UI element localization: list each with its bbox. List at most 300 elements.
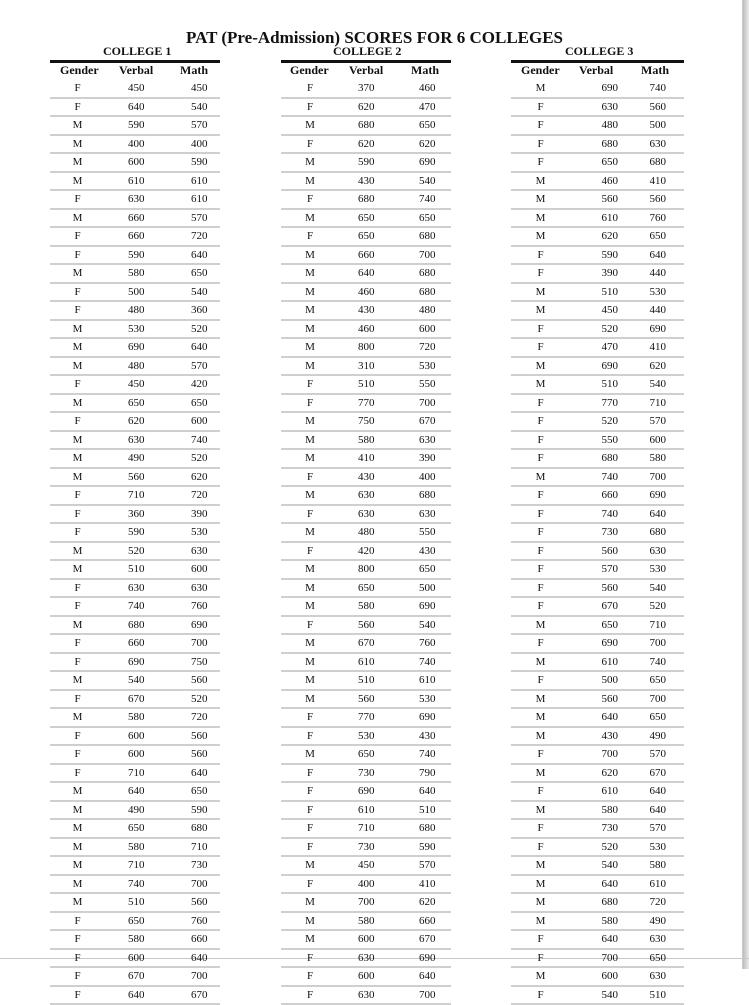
table-row bbox=[511, 135, 684, 154]
table-row bbox=[50, 819, 220, 838]
verbal-cell: 310 bbox=[339, 357, 406, 376]
gender-cell: M bbox=[50, 782, 105, 801]
math-cell: 690 bbox=[406, 597, 451, 616]
gender-cell: F bbox=[511, 320, 570, 339]
gender-cell: M bbox=[50, 542, 105, 561]
math-cell: 570 bbox=[629, 819, 684, 838]
math-cell: 610 bbox=[629, 875, 684, 894]
table-row bbox=[50, 727, 220, 746]
math-cell: 570 bbox=[629, 412, 684, 431]
table-row bbox=[281, 394, 451, 413]
verbal-cell: 630 bbox=[105, 190, 173, 209]
table-row bbox=[281, 468, 451, 487]
table-row bbox=[281, 560, 451, 579]
gender-cell: M bbox=[511, 375, 570, 394]
gender-cell: M bbox=[50, 338, 105, 357]
gender-cell: M bbox=[281, 283, 339, 302]
gender-cell: M bbox=[281, 486, 339, 505]
gender-cell: F bbox=[50, 690, 105, 709]
verbal-cell: 630 bbox=[105, 579, 173, 598]
table-row bbox=[50, 172, 220, 191]
math-cell: 650 bbox=[406, 209, 451, 228]
table-row bbox=[511, 320, 684, 339]
math-cell: 650 bbox=[173, 782, 220, 801]
table-row bbox=[281, 523, 451, 542]
verbal-cell: 520 bbox=[105, 542, 173, 561]
table-row bbox=[511, 283, 684, 302]
verbal-cell: 580 bbox=[339, 431, 406, 450]
math-cell: 540 bbox=[406, 172, 451, 191]
table-row bbox=[281, 967, 451, 986]
table-row bbox=[511, 912, 684, 931]
college-3-label: COLLEGE 3 bbox=[565, 44, 634, 58]
math-cell: 690 bbox=[406, 949, 451, 968]
math-cell: 580 bbox=[629, 856, 684, 875]
math-cell: 530 bbox=[629, 838, 684, 857]
math-cell: 570 bbox=[406, 856, 451, 875]
gender-cell: F bbox=[511, 949, 570, 968]
math-cell: 700 bbox=[629, 634, 684, 653]
verbal-cell: 360 bbox=[105, 505, 173, 524]
gender-cell: F bbox=[50, 579, 105, 598]
math-cell: 620 bbox=[173, 468, 220, 487]
math-cell: 540 bbox=[629, 579, 684, 598]
verbal-cell: 640 bbox=[570, 708, 629, 727]
math-cell: 500 bbox=[406, 579, 451, 598]
verbal-cell: 450 bbox=[105, 80, 173, 98]
table-row bbox=[281, 375, 451, 394]
math-cell: 760 bbox=[629, 209, 684, 228]
verbal-cell: 690 bbox=[570, 80, 629, 98]
table-row bbox=[281, 338, 451, 357]
gender-cell: F bbox=[50, 523, 105, 542]
gender-cell: F bbox=[511, 579, 570, 598]
math-cell: 690 bbox=[406, 708, 451, 727]
verbal-cell: 600 bbox=[339, 967, 406, 986]
math-cell: 670 bbox=[406, 930, 451, 949]
verbal-cell: 700 bbox=[570, 949, 629, 968]
gender-cell: M bbox=[511, 727, 570, 746]
verbal-cell: 740 bbox=[570, 505, 629, 524]
math-cell: 680 bbox=[406, 264, 451, 283]
math-cell: 390 bbox=[406, 449, 451, 468]
math-cell: 640 bbox=[406, 967, 451, 986]
table-row bbox=[511, 671, 684, 690]
verbal-cell: 580 bbox=[105, 930, 173, 949]
gender-cell: M bbox=[511, 875, 570, 894]
verbal-cell: 600 bbox=[105, 727, 173, 746]
verbal-cell: 430 bbox=[570, 727, 629, 746]
table-row bbox=[281, 819, 451, 838]
math-cell: 390 bbox=[173, 505, 220, 524]
math-cell: 570 bbox=[173, 209, 220, 228]
gender-cell: F bbox=[281, 375, 339, 394]
verbal-cell: 430 bbox=[339, 301, 406, 320]
table-row bbox=[50, 153, 220, 172]
table-row bbox=[50, 338, 220, 357]
table-row bbox=[511, 542, 684, 561]
table-row bbox=[511, 190, 684, 209]
gender-cell: F bbox=[511, 135, 570, 154]
math-cell: 360 bbox=[173, 301, 220, 320]
table-row bbox=[281, 875, 451, 894]
page-shadow bbox=[743, 0, 749, 969]
table-row bbox=[511, 431, 684, 450]
gender-cell: F bbox=[281, 135, 339, 154]
verbal-cell: 510 bbox=[339, 375, 406, 394]
verbal-cell: 390 bbox=[570, 264, 629, 283]
gender-cell: M bbox=[511, 912, 570, 931]
verbal-cell: 490 bbox=[105, 449, 173, 468]
verbal-cell: 560 bbox=[339, 690, 406, 709]
table-row bbox=[50, 116, 220, 135]
math-cell: 440 bbox=[629, 301, 684, 320]
table-row bbox=[511, 375, 684, 394]
gender-cell: F bbox=[50, 653, 105, 672]
verbal-cell: 520 bbox=[570, 320, 629, 339]
math-cell: 680 bbox=[406, 486, 451, 505]
gender-cell: M bbox=[281, 560, 339, 579]
gender-cell: F bbox=[511, 986, 570, 1005]
verbal-cell: 400 bbox=[339, 875, 406, 894]
verbal-cell: 680 bbox=[105, 616, 173, 635]
math-cell: 600 bbox=[173, 412, 220, 431]
table-row bbox=[50, 930, 220, 949]
math-cell: 500 bbox=[629, 116, 684, 135]
verbal-cell: 800 bbox=[339, 338, 406, 357]
table-row bbox=[281, 283, 451, 302]
table-row bbox=[511, 653, 684, 672]
gender-cell: M bbox=[281, 634, 339, 653]
table-row bbox=[50, 653, 220, 672]
gender-cell: F bbox=[50, 190, 105, 209]
verbal-cell: 610 bbox=[570, 653, 629, 672]
gender-cell: M bbox=[281, 264, 339, 283]
table-row bbox=[50, 431, 220, 450]
table-row bbox=[511, 727, 684, 746]
table-row bbox=[50, 135, 220, 154]
verbal-cell: 740 bbox=[570, 468, 629, 487]
verbal-cell: 770 bbox=[570, 394, 629, 413]
math-cell: 600 bbox=[173, 560, 220, 579]
table-row bbox=[50, 801, 220, 820]
table-row bbox=[511, 338, 684, 357]
math-cell: 720 bbox=[629, 893, 684, 912]
gender-cell: F bbox=[281, 949, 339, 968]
verbal-cell: 730 bbox=[339, 764, 406, 783]
verbal-cell: 650 bbox=[570, 616, 629, 635]
gender-cell: F bbox=[50, 967, 105, 986]
verbal-cell: 640 bbox=[570, 930, 629, 949]
verbal-cell: 710 bbox=[105, 856, 173, 875]
gender-cell: M bbox=[511, 172, 570, 191]
verbal-cell: 630 bbox=[105, 431, 173, 450]
college-1-label: COLLEGE 1 bbox=[103, 44, 172, 58]
math-cell: 670 bbox=[629, 764, 684, 783]
verbal-cell: 430 bbox=[339, 468, 406, 487]
table-row bbox=[511, 930, 684, 949]
math-cell: 650 bbox=[629, 227, 684, 246]
verbal-cell: 540 bbox=[570, 856, 629, 875]
table-row bbox=[50, 875, 220, 894]
math-cell: 630 bbox=[629, 967, 684, 986]
table-row bbox=[511, 486, 684, 505]
math-cell: 640 bbox=[629, 246, 684, 265]
verbal-cell: 610 bbox=[105, 172, 173, 191]
gender-cell: M bbox=[281, 671, 339, 690]
gender-cell: F bbox=[511, 98, 570, 117]
gender-cell: M bbox=[50, 616, 105, 635]
gender-cell: F bbox=[281, 727, 339, 746]
verbal-cell: 690 bbox=[339, 782, 406, 801]
math-cell: 570 bbox=[173, 357, 220, 376]
document-title: PAT (Pre-Admission) SCORES FOR 6 COLLEGES bbox=[185, 28, 564, 47]
college-2-scores-table bbox=[281, 80, 451, 1005]
verbal-cell: 630 bbox=[339, 949, 406, 968]
verbal-cell: 660 bbox=[105, 634, 173, 653]
verbal-cell: 750 bbox=[339, 412, 406, 431]
math-cell: 520 bbox=[173, 320, 220, 339]
math-cell: 730 bbox=[173, 856, 220, 875]
verbal-cell: 590 bbox=[105, 523, 173, 542]
gender-cell: F bbox=[511, 819, 570, 838]
math-cell: 690 bbox=[629, 320, 684, 339]
table-row bbox=[281, 505, 451, 524]
gender-cell: M bbox=[511, 856, 570, 875]
table-row bbox=[281, 209, 451, 228]
table-row bbox=[511, 172, 684, 191]
gender-cell: F bbox=[281, 801, 339, 820]
gender-cell: F bbox=[50, 764, 105, 783]
math-cell: 710 bbox=[173, 838, 220, 857]
table-row bbox=[281, 320, 451, 339]
table-row bbox=[281, 449, 451, 468]
math-cell: 740 bbox=[406, 190, 451, 209]
math-cell: 640 bbox=[629, 505, 684, 524]
gender-cell: F bbox=[281, 875, 339, 894]
verbal-cell: 650 bbox=[339, 579, 406, 598]
verbal-cell: 630 bbox=[570, 98, 629, 117]
math-cell: 420 bbox=[173, 375, 220, 394]
gender-cell: F bbox=[511, 153, 570, 172]
verbal-cell: 690 bbox=[105, 338, 173, 357]
gender-cell: F bbox=[281, 616, 339, 635]
table-row bbox=[511, 560, 684, 579]
verbal-cell: 640 bbox=[105, 986, 173, 1005]
math-cell: 670 bbox=[173, 986, 220, 1005]
math-cell: 590 bbox=[173, 801, 220, 820]
verbal-cell: 620 bbox=[570, 764, 629, 783]
table-row bbox=[50, 912, 220, 931]
verbal-cell: 680 bbox=[339, 190, 406, 209]
verbal-cell: 740 bbox=[105, 597, 173, 616]
gender-cell: M bbox=[281, 523, 339, 542]
gender-cell: F bbox=[511, 634, 570, 653]
gender-cell: F bbox=[511, 782, 570, 801]
math-cell: 400 bbox=[406, 468, 451, 487]
table-row bbox=[281, 486, 451, 505]
math-cell: 630 bbox=[406, 505, 451, 524]
gender-cell: M bbox=[281, 412, 339, 431]
table-row bbox=[281, 764, 451, 783]
table-row bbox=[50, 579, 220, 598]
verbal-cell: 540 bbox=[105, 671, 173, 690]
math-cell: 680 bbox=[173, 819, 220, 838]
gender-cell: M bbox=[50, 264, 105, 283]
table-row bbox=[50, 505, 220, 524]
gender-cell: M bbox=[281, 745, 339, 764]
table-row bbox=[281, 135, 451, 154]
math-cell: 700 bbox=[173, 967, 220, 986]
verbal-cell: 680 bbox=[570, 449, 629, 468]
table-row bbox=[281, 893, 451, 912]
gender-cell: F bbox=[50, 301, 105, 320]
math-cell: 760 bbox=[406, 634, 451, 653]
verbal-cell: 450 bbox=[339, 856, 406, 875]
gender-cell: M bbox=[50, 116, 105, 135]
table-row bbox=[50, 616, 220, 635]
table-row bbox=[281, 264, 451, 283]
math-cell: 640 bbox=[173, 246, 220, 265]
gender-cell: F bbox=[511, 597, 570, 616]
table-row bbox=[50, 542, 220, 561]
verbal-cell: 450 bbox=[105, 375, 173, 394]
table-row bbox=[281, 227, 451, 246]
table-row bbox=[50, 80, 220, 98]
gender-cell: F bbox=[511, 671, 570, 690]
verbal-cell: 730 bbox=[339, 838, 406, 857]
verbal-cell: 700 bbox=[339, 893, 406, 912]
table-row bbox=[281, 412, 451, 431]
table-row bbox=[50, 782, 220, 801]
gender-cell: M bbox=[281, 338, 339, 357]
college-2-verbal-header: Verbal bbox=[349, 63, 384, 77]
verbal-cell: 610 bbox=[570, 209, 629, 228]
college-3-verbal-header: Verbal bbox=[579, 63, 614, 77]
verbal-cell: 680 bbox=[339, 116, 406, 135]
gender-cell: M bbox=[281, 893, 339, 912]
table-row bbox=[511, 745, 684, 764]
gender-cell: M bbox=[511, 967, 570, 986]
math-cell: 530 bbox=[629, 560, 684, 579]
table-row bbox=[50, 209, 220, 228]
verbal-cell: 590 bbox=[105, 116, 173, 135]
table-row bbox=[511, 967, 684, 986]
verbal-cell: 460 bbox=[339, 283, 406, 302]
math-cell: 570 bbox=[629, 745, 684, 764]
table-row bbox=[50, 264, 220, 283]
table-row bbox=[281, 431, 451, 450]
verbal-cell: 580 bbox=[105, 838, 173, 857]
table-row bbox=[281, 80, 451, 98]
gender-cell: F bbox=[281, 468, 339, 487]
math-cell: 540 bbox=[173, 283, 220, 302]
math-cell: 640 bbox=[629, 801, 684, 820]
table-row bbox=[281, 172, 451, 191]
gender-cell: F bbox=[50, 486, 105, 505]
table-row bbox=[511, 264, 684, 283]
math-cell: 510 bbox=[406, 801, 451, 820]
table-row bbox=[281, 782, 451, 801]
table-row bbox=[50, 986, 220, 1005]
gender-cell: M bbox=[511, 893, 570, 912]
verbal-cell: 460 bbox=[339, 320, 406, 339]
math-cell: 630 bbox=[629, 930, 684, 949]
verbal-cell: 590 bbox=[105, 246, 173, 265]
table-row bbox=[50, 227, 220, 246]
math-cell: 650 bbox=[629, 949, 684, 968]
table-row bbox=[511, 116, 684, 135]
gender-cell: M bbox=[50, 394, 105, 413]
math-cell: 440 bbox=[629, 264, 684, 283]
math-cell: 490 bbox=[629, 912, 684, 931]
gender-cell: M bbox=[511, 301, 570, 320]
table-row bbox=[511, 394, 684, 413]
math-cell: 560 bbox=[173, 745, 220, 764]
gender-cell: M bbox=[511, 690, 570, 709]
gender-cell: M bbox=[281, 209, 339, 228]
verbal-cell: 590 bbox=[570, 246, 629, 265]
math-cell: 720 bbox=[406, 338, 451, 357]
verbal-cell: 590 bbox=[339, 153, 406, 172]
table-row bbox=[50, 301, 220, 320]
table-row bbox=[281, 856, 451, 875]
verbal-cell: 510 bbox=[570, 283, 629, 302]
gender-cell: F bbox=[511, 838, 570, 857]
table-row bbox=[50, 690, 220, 709]
math-cell: 560 bbox=[173, 671, 220, 690]
verbal-cell: 630 bbox=[339, 986, 406, 1005]
gender-cell: F bbox=[281, 227, 339, 246]
table-row bbox=[511, 690, 684, 709]
gender-cell: F bbox=[511, 264, 570, 283]
math-cell: 740 bbox=[406, 745, 451, 764]
table-row bbox=[511, 579, 684, 598]
gender-cell: F bbox=[50, 912, 105, 931]
table-row bbox=[511, 468, 684, 487]
gender-cell: F bbox=[281, 542, 339, 561]
table-row bbox=[50, 283, 220, 302]
table-row bbox=[281, 634, 451, 653]
verbal-cell: 560 bbox=[570, 190, 629, 209]
gender-cell: F bbox=[50, 949, 105, 968]
gender-cell: F bbox=[281, 394, 339, 413]
gender-cell: F bbox=[50, 727, 105, 746]
gender-cell: M bbox=[511, 653, 570, 672]
math-cell: 410 bbox=[629, 338, 684, 357]
table-row bbox=[511, 782, 684, 801]
gender-cell: F bbox=[511, 560, 570, 579]
gender-cell: M bbox=[50, 801, 105, 820]
table-row bbox=[511, 838, 684, 857]
gender-cell: M bbox=[50, 449, 105, 468]
verbal-cell: 510 bbox=[339, 671, 406, 690]
gender-cell: M bbox=[281, 912, 339, 931]
table-row bbox=[50, 949, 220, 968]
verbal-cell: 480 bbox=[339, 523, 406, 542]
math-cell: 540 bbox=[173, 98, 220, 117]
math-cell: 720 bbox=[173, 486, 220, 505]
table-row bbox=[281, 579, 451, 598]
college-2-gender-header: Gender bbox=[290, 63, 329, 77]
verbal-cell: 530 bbox=[339, 727, 406, 746]
math-cell: 680 bbox=[406, 227, 451, 246]
math-cell: 400 bbox=[173, 135, 220, 154]
table-row bbox=[511, 449, 684, 468]
gender-cell: F bbox=[511, 745, 570, 764]
math-cell: 620 bbox=[406, 893, 451, 912]
table-row bbox=[511, 597, 684, 616]
